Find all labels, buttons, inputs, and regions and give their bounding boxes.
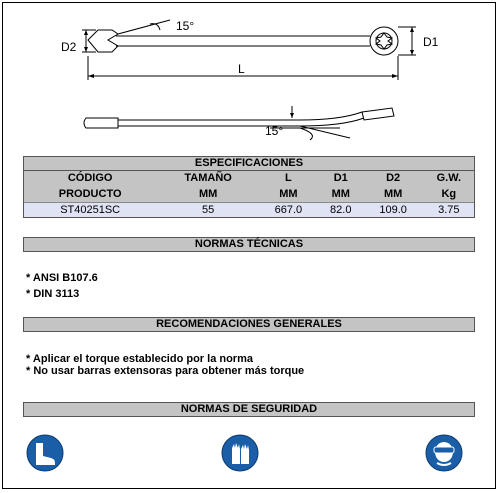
- cell-gw: 3.75: [423, 203, 475, 218]
- wrench-technical-drawing: [0, 0, 500, 150]
- safety-boots-icon: [26, 434, 64, 472]
- seguridad-title-bar: NORMAS DE SEGURIDAD: [23, 402, 475, 417]
- cell-codigo: ST40251SC: [23, 203, 157, 218]
- specs-title-bar: ESPECIFICACIONES: [23, 156, 475, 171]
- table-row: [23, 203, 475, 218]
- header-d1-unit: MM: [318, 186, 364, 203]
- face-shield-icon: [425, 434, 463, 472]
- label-d1: D1: [423, 35, 439, 49]
- recomendaciones-title-bar: RECOMENDACIONES GENERALES: [23, 317, 475, 332]
- header-tamano-unit: MM: [157, 186, 259, 203]
- wrench-top-view: [82, 20, 416, 80]
- recomendaciones-list: [26, 353, 304, 377]
- list-item: * No usar barras extensoras para obtener más torque: [26, 365, 305, 377]
- header-producto: PRODUCTO: [23, 186, 157, 203]
- specs-header-row-1: [23, 170, 475, 186]
- label-l: L: [238, 62, 245, 76]
- header-l: L: [259, 170, 318, 186]
- header-d1: D1: [318, 170, 364, 186]
- specs-table: [23, 170, 475, 218]
- cell-l: 667.0: [259, 203, 318, 218]
- header-l-unit: MM: [259, 186, 318, 203]
- header-codigo: CÓDIGO: [23, 170, 157, 186]
- label-angle-bottom: 15°: [265, 124, 284, 138]
- cell-d1: 82.0: [318, 203, 364, 218]
- safety-gloves-icon: [221, 434, 259, 472]
- header-d2-unit: MM: [364, 186, 423, 203]
- cell-tamano: 55: [157, 203, 259, 218]
- label-angle-top: 15°: [176, 19, 195, 33]
- list-item: * ANSI B107.6: [26, 272, 98, 284]
- header-tamano: TAMAÑO: [157, 170, 259, 186]
- wrench-side-view: [84, 106, 394, 140]
- specs-header-row-2: [23, 186, 475, 203]
- list-item: * Aplicar el torque establecido por la norma: [26, 353, 253, 365]
- header-gw-unit: Kg: [423, 186, 475, 203]
- list-item: * DIN 3113: [26, 288, 80, 300]
- header-gw: G.W.: [423, 170, 475, 186]
- normas-tecnicas-list: [26, 270, 98, 302]
- cell-d2: 109.0: [364, 203, 423, 218]
- label-d2: D2: [61, 40, 77, 54]
- header-d2: D2: [364, 170, 423, 186]
- dimension-arrows: [84, 27, 414, 78]
- normas-tecnicas-title-bar: NORMAS TÉCNICAS: [23, 237, 475, 252]
